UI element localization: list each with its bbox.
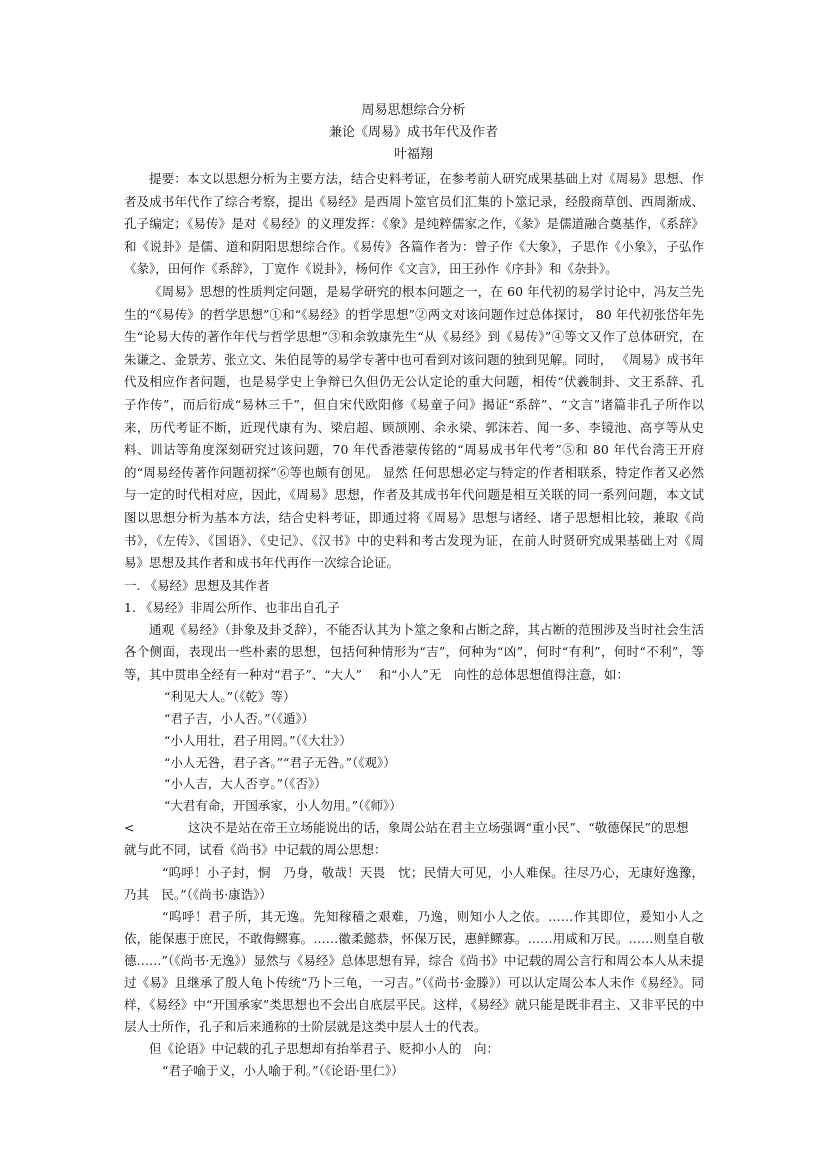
quote-line: “大君有命，开国承家，小人勿用。”（《师》） — [164, 797, 402, 813]
quote-line: “小人无咎，君子吝。”“君子无咎。”（《观》） — [164, 754, 396, 770]
page-subtitle: 兼论《周易》成书年代及作者 — [328, 125, 498, 140]
quote-line: “君子吉，小人否。”（《遁》） — [164, 711, 315, 727]
body-text — [124, 168, 704, 1082]
shangshu-first-line — [124, 817, 704, 840]
yijing-paragraph: 通观《易经》（卦象及卦爻辞），不能否认其为卜筮之象和占断之辞，其占断的范围涉及当时社会生活各个侧面，表现出一些朴素的思想，包括何种情形为“吉”，何种为“凶”，何时“有利”，何时“不利”，等等，其中贯串全经有一种对“君子”、“大人” 和“小人”无 向性的总体思想值得注意，如： — [124, 621, 704, 682]
shangshu-intro-text: 这决不是站在帝王立场能说出的话，象周公站在君主立场强调“重小民”、“敬德保民”的思想 — [188, 819, 689, 835]
section-heading: 一. 《易经》思想及其作者 — [124, 577, 270, 593]
quote-line: “小人吉，大人否亨。”（《否》） — [164, 776, 327, 792]
margin-mark: < — [124, 819, 135, 835]
author-name: 叶福翔 — [393, 147, 433, 162]
abstract-paragraph: 提要：本文以思想分析为主要方法，结合史料考证，在参考前人研究成果基础上对《周易》思想、作者及成书年代作了综合考察，提出《易经》是西周卜筮官员们汇集的卜筮记录，经殷商草创、西周渐成、孔子编定；《易传》是对《易经》的义理发挥：《象》是纯粹儒家之作，《彖》是儒道融合奠基作，《系辞》和《说卦》是儒、道和阴阳思想综合作。《易传》各篇作者为：曾子作《大象》，子思作《小象》，子弘作《彖》，田何作《系辞》，丁宽作《说卦》，杨何作《文言》，田王孙作《序卦》和《杂卦》。 — [124, 171, 704, 277]
lunyu-paragraph: 但《论语》中记载的孔子思想却有抬举君子、贬抑小人的 向： — [149, 1040, 500, 1056]
quote-list — [124, 686, 704, 816]
quote-kanggao: “呜呼！小子封，恫 乃身，敬哉！天畏 忱；民情大可见，小人难保。往尽乃心，无康好逸豫，乃其 民。”（《尚书·康诰》） — [124, 864, 704, 902]
shangshu-intro-continued: 就与此不同，试看《尚书》中记载的周公思想： — [124, 842, 387, 858]
subsection-heading: 1. 《易经》非周公所作、也非出自孔子 — [124, 599, 340, 615]
quote-liren: “君子喻于义，小人喻于利。”（《论语·里仁》） — [162, 1063, 404, 1079]
page-title: 周易思想综合分析 — [361, 103, 466, 118]
intro-paragraph: 《周易》思想的性质判定问题，是易学研究的根本问题之一，在 60 年代初的易学讨论中，冯友兰先生的“《易传》的哲学思想”①和“《易经》的哲学思想”②两文对该问题作过总体探讨， 80 年代初张岱年先生“论易大传的著作年代与哲学思想”③和余敦康先生“从《易经》到《易传》”④等文又作了总体研究，在朱谦之、金景芳、张立文、朱伯昆等的易学专著中也可看到对该问题的独到见解。同时， 《周易》成书年代及相应作者问题，也是易学史上争辩已久但仍无公认定论的重大问题，相传“伏羲制卦、文王系辞、孔子作传”，而后衍成“易林三千”，但自宋代欧阳修《易童子问》揭证“系辞”、“文言”诸篇非孔子所作以来，历代考证不断，近现代康有为、梁启超、顾颉刚、余永梁、郭沫若、闻一多、李镜池、高亨等从史料、训诂等角度深刻研究过该问题，70 年代香港蒙传铭的“周易成书年代考”⑤和 80 年代台湾王开府的“周易经传著作问题初探”⑥等也颇有创见。 显然 任何思想必定与特定的作者相联系，特定作者又必然与一定的时代相对应，因此，《周易》思想，作者及其成书年代问题是相互关联的同一系列问题，本文试图以思想分析为基本方法，结合史料考证，即通过将《周易》思想与诸经、诸子思想相比较，兼取《尚书》，《左传》、《国语》、《史记》、《汉书》中的史料和考古发现为证，在前人时贤研究成果基础上对《周易》思想及其作者和成书年代再作一次综合论证。 — [124, 283, 704, 571]
quote-wuyi-paragraph: “呜呼！君子所，其无逸。先知稼穑之艰难，乃逸，则知小人之依。……作其即位，爰知小人之依，能保惠于庶民，不敢侮鳏寡。……徽柔懿恭，怀保万民，惠鲜鳏寡。……用咸和万民。……则皇自敬德……”（《尚书·无逸》）显然与《易经》总体思想有异，综合《尚书》中记载的周公言行和周公本人从未提过《易》且继承了殷人龟卜传统“乃卜三龟，一习吉。”（《尚书·金滕》）可以认定周公本人未作《易经》。同样，《易经》中“开国承家”类思想也不会出自底层平民。这样，《易经》就只能是既非君主、又非平民的中层人士所作，孔子和后来通称的士阶层就是这类中层人士的代表。 — [124, 908, 704, 1034]
quote-line: “小人用壮，君子用罔。”（《大壮》） — [164, 732, 352, 748]
quote-line: “利见大人。”（《乾》等） — [164, 689, 296, 705]
title-block — [0, 100, 827, 166]
